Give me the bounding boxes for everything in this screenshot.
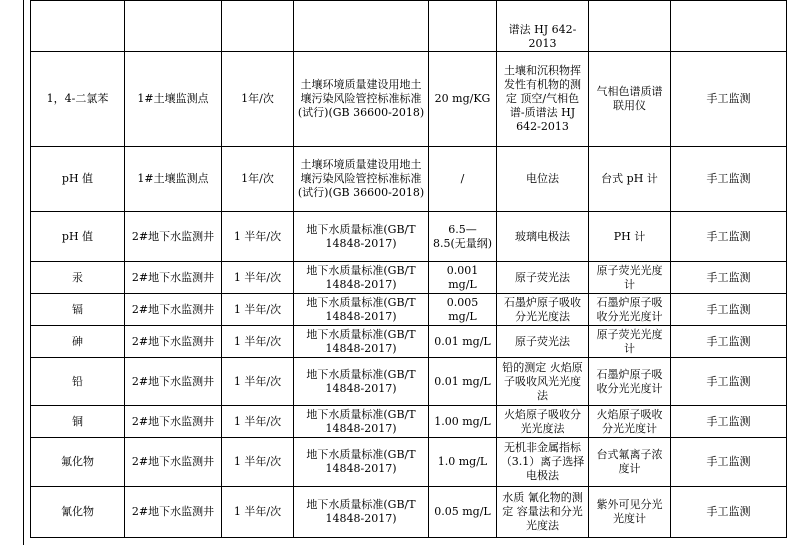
standard-cell: 地下水质量标准(GB/T 14848-2017) — [294, 294, 429, 326]
item-cell: pH 值 — [31, 147, 125, 212]
limit-cell — [429, 1, 497, 52]
mode-cell: 手工监测 — [671, 326, 787, 358]
table-row — [31, 294, 787, 326]
limit-cell: 0.01 mg/L — [429, 358, 497, 406]
method-cell: 无机非金属指标（3.1）离子选择电极法 — [497, 438, 589, 487]
location-cell: 2#地下水监测井 — [125, 262, 222, 294]
monitoring-table — [30, 0, 787, 538]
instrument-cell: 紫外可见分光光度计 — [589, 487, 671, 538]
frequency-cell: 1 半年/次 — [222, 294, 294, 326]
location-cell: 1#土壤监测点 — [125, 147, 222, 212]
method-cell: 火焰原子吸收分光光度法 — [497, 406, 589, 438]
standard-cell: 地下水质量标准(GB/T 14848-2017) — [294, 487, 429, 538]
table-row — [31, 326, 787, 358]
mode-cell: 手工监测 — [671, 212, 787, 262]
item-cell: pH 值 — [31, 212, 125, 262]
item-cell: 砷 — [31, 326, 125, 358]
table-row — [31, 147, 787, 212]
limit-cell: 0.01 mg/L — [429, 326, 497, 358]
location-cell: 2#地下水监测井 — [125, 438, 222, 487]
standard-cell: 地下水质量标准(GB/T 14848-2017) — [294, 358, 429, 406]
limit-cell: 0.05 mg/L — [429, 487, 497, 538]
instrument-cell: 气相色谱质谱联用仪 — [589, 52, 671, 147]
table-row — [31, 487, 787, 538]
frequency-cell: 1 半年/次 — [222, 487, 294, 538]
standard-cell: 土壤环境质量建设用地土壤污染风险管控标准标准(试行)(GB 36600-2018) — [294, 52, 429, 147]
table-row — [31, 52, 787, 147]
limit-cell: 6.5—8.5(无量纲) — [429, 212, 497, 262]
frequency-cell: 1 半年/次 — [222, 212, 294, 262]
table-row — [31, 358, 787, 406]
location-cell: 2#地下水监测井 — [125, 294, 222, 326]
item-cell: 镉 — [31, 294, 125, 326]
mode-cell: 手工监测 — [671, 262, 787, 294]
item-cell: 氟化物 — [31, 438, 125, 487]
frequency-cell — [222, 1, 294, 52]
instrument-cell: 石墨炉原子吸收分光光度计 — [589, 358, 671, 406]
item-cell: 氰化物 — [31, 487, 125, 538]
limit-cell: 0.001 mg/L — [429, 262, 497, 294]
method-cell: 玻璃电极法 — [497, 212, 589, 262]
mode-cell: 手工监测 — [671, 358, 787, 406]
limit-cell: 20 mg/KG — [429, 52, 497, 147]
instrument-cell: 原子荧光光度计 — [589, 262, 671, 294]
instrument-cell: PH 计 — [589, 212, 671, 262]
limit-cell: 1.00 mg/L — [429, 406, 497, 438]
standard-cell: 地下水质量标准(GB/T 14848-2017) — [294, 212, 429, 262]
location-cell — [125, 1, 222, 52]
frequency-cell: 1 半年/次 — [222, 406, 294, 438]
mode-cell: 手工监测 — [671, 52, 787, 147]
table-row — [31, 262, 787, 294]
limit-cell: / — [429, 147, 497, 212]
table-row — [31, 406, 787, 438]
mode-cell: 手工监测 — [671, 438, 787, 487]
frequency-cell: 1 半年/次 — [222, 262, 294, 294]
method-cell: 石墨炉原子吸收分光光度法 — [497, 294, 589, 326]
location-cell: 2#地下水监测井 — [125, 358, 222, 406]
method-cell: 水质 氰化物的测定 容量法和分光光度法 — [497, 487, 589, 538]
frequency-cell: 1年/次 — [222, 52, 294, 147]
table-row — [31, 1, 787, 52]
page-left-rule — [23, 0, 24, 545]
instrument-cell — [589, 1, 671, 52]
instrument-cell: 台式 pH 计 — [589, 147, 671, 212]
instrument-cell: 火焰原子吸收分光光度计 — [589, 406, 671, 438]
mode-cell — [671, 1, 787, 52]
frequency-cell: 1年/次 — [222, 147, 294, 212]
standard-cell: 地下水质量标准(GB/T 14848-2017) — [294, 438, 429, 487]
standard-cell: 地下水质量标准(GB/T 14848-2017) — [294, 262, 429, 294]
mode-cell: 手工监测 — [671, 406, 787, 438]
item-cell: 汞 — [31, 262, 125, 294]
item-cell: 铜 — [31, 406, 125, 438]
frequency-cell: 1 半年/次 — [222, 358, 294, 406]
standard-cell — [294, 1, 429, 52]
method-cell: 铅的测定 火焰原子吸收风光光度法 — [497, 358, 589, 406]
location-cell: 2#地下水监测井 — [125, 487, 222, 538]
mode-cell: 手工监测 — [671, 147, 787, 212]
method-cell: 原子荧光法 — [497, 326, 589, 358]
limit-cell: 1.0 mg/L — [429, 438, 497, 487]
instrument-cell: 石墨炉原子吸收分光光度计 — [589, 294, 671, 326]
standard-cell: 地下水质量标准(GB/T 14848-2017) — [294, 326, 429, 358]
instrument-cell: 台式氟离子浓度计 — [589, 438, 671, 487]
instrument-cell: 原子荧光光度计 — [589, 326, 671, 358]
frequency-cell: 1 半年/次 — [222, 326, 294, 358]
location-cell: 2#地下水监测井 — [125, 212, 222, 262]
method-cell: 电位法 — [497, 147, 589, 212]
location-cell: 1#土壤监测点 — [125, 52, 222, 147]
item-cell: 铅 — [31, 358, 125, 406]
table-row — [31, 438, 787, 487]
item-cell: 1，4-二氯苯 — [31, 52, 125, 147]
location-cell: 2#地下水监测井 — [125, 326, 222, 358]
method-cell: 谱法 HJ 642-2013 — [497, 1, 589, 52]
table-row — [31, 212, 787, 262]
frequency-cell: 1 半年/次 — [222, 438, 294, 487]
limit-cell: 0.005 mg/L — [429, 294, 497, 326]
method-cell: 土壤和沉积物挥发性有机物的测定 顶空/气相色谱-质谱法 HJ 642-2013 — [497, 52, 589, 147]
location-cell: 2#地下水监测井 — [125, 406, 222, 438]
standard-cell: 土壤环境质量建设用地土壤污染风险管控标准标准(试行)(GB 36600-2018) — [294, 147, 429, 212]
mode-cell: 手工监测 — [671, 294, 787, 326]
method-cell: 原子荧光法 — [497, 262, 589, 294]
mode-cell: 手工监测 — [671, 487, 787, 538]
item-cell — [31, 1, 125, 52]
standard-cell: 地下水质量标准(GB/T 14848-2017) — [294, 406, 429, 438]
